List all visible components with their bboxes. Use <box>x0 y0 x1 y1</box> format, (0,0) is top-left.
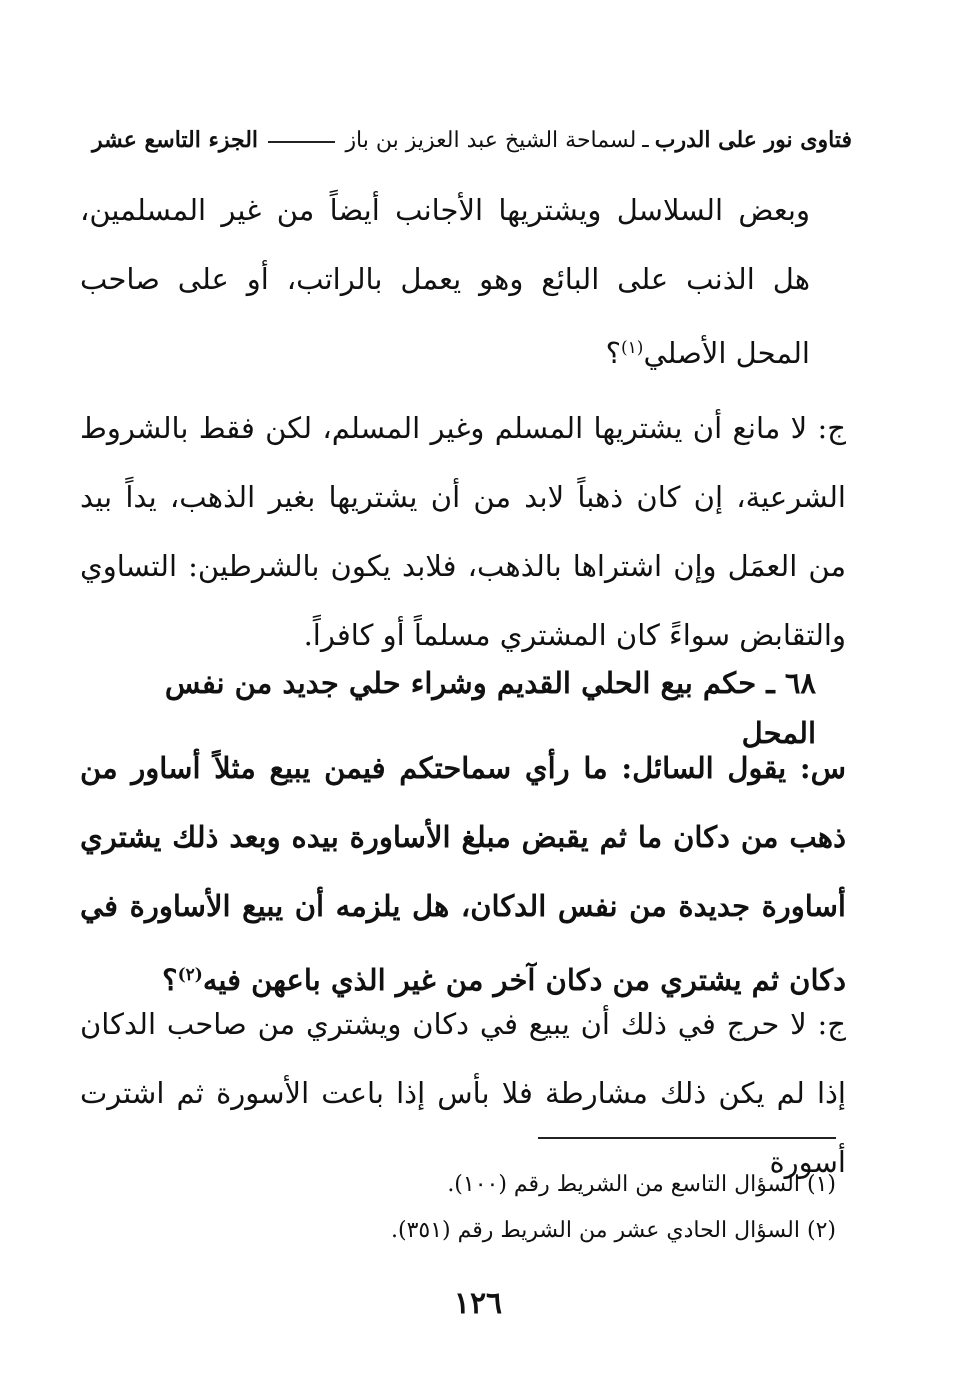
footnote-2: (٢) السؤال الحادي عشر من الشريط رقم (٣٥١). <box>390 1218 836 1243</box>
book-title: فتاوى نور على الدرب <box>654 127 852 153</box>
question-1-end: ؟ <box>605 336 622 370</box>
footnote-1: (١) السؤال التاسع من الشريط رقم (١٠٠). <box>447 1172 836 1197</box>
page-number: ١٢٦ <box>453 1286 503 1321</box>
answer-1 <box>80 394 846 670</box>
question-2-text: س: يقول السائل: ما رأي سماحتكم فيمن يبيع مثلاً أساور من ذهب من دكان ما ثم يقبض مبلغ الأساورة بيده وبعد ذلك يشتري أساورة جديدة من نفس الدكان، هل يلزمه أن يبيع الأساورة في دكان ثم يشتري من دكان آخر من غير الذي باعهن فيه <box>80 751 846 997</box>
footnotes <box>300 1162 836 1254</box>
question-continuation <box>80 176 846 388</box>
footnote-ref-2: (٢) <box>177 965 203 985</box>
header-separator: ـ <box>642 127 649 153</box>
running-header <box>92 120 852 160</box>
question-1-text: وبعض السلاسل ويشتريها الأجانب أيضاً من غير المسلمين، هل الذنب على البائع وهو يعمل بالراتب، أو على صاحب المحل الأصلي <box>80 193 810 370</box>
footnote-divider <box>538 1137 836 1139</box>
answer-2-text: ج: لا حرج في ذلك أن يبيع في دكان ويشتري من صاحب الدكان إذا لم يكن ذلك مشارطة فلا بأس إذا باعت الأسورة ثم اشترت أسورة <box>80 1007 846 1179</box>
volume-part: الجزء التاسع عشر <box>92 127 259 153</box>
question-2 <box>80 734 846 1015</box>
footnote-ref-1: (١) <box>621 338 644 358</box>
section-heading-text: ٦٨ ـ حكم بيع الحلي القديم وشراء حلي جديد من نفس المحل <box>164 666 816 750</box>
answer-1-text: ج: لا مانع أن يشتريها المسلم وغير المسلم، لكن فقط بالشروط الشرعية، إن كان ذهباً لابد من أن يشتريها بغير الذهب، يداً بيد من العمَل وإن اشتراها بالذهب، فلابد يكون بالشرطين: التساوي والتقابض سواءً كان المشتري مسلماً أو كافراً. <box>80 411 846 652</box>
question-2-end: ؟ <box>162 963 178 997</box>
author-name: لسماحة الشيخ عبد العزيز بن باز <box>345 127 637 153</box>
header-rule <box>268 141 335 143</box>
